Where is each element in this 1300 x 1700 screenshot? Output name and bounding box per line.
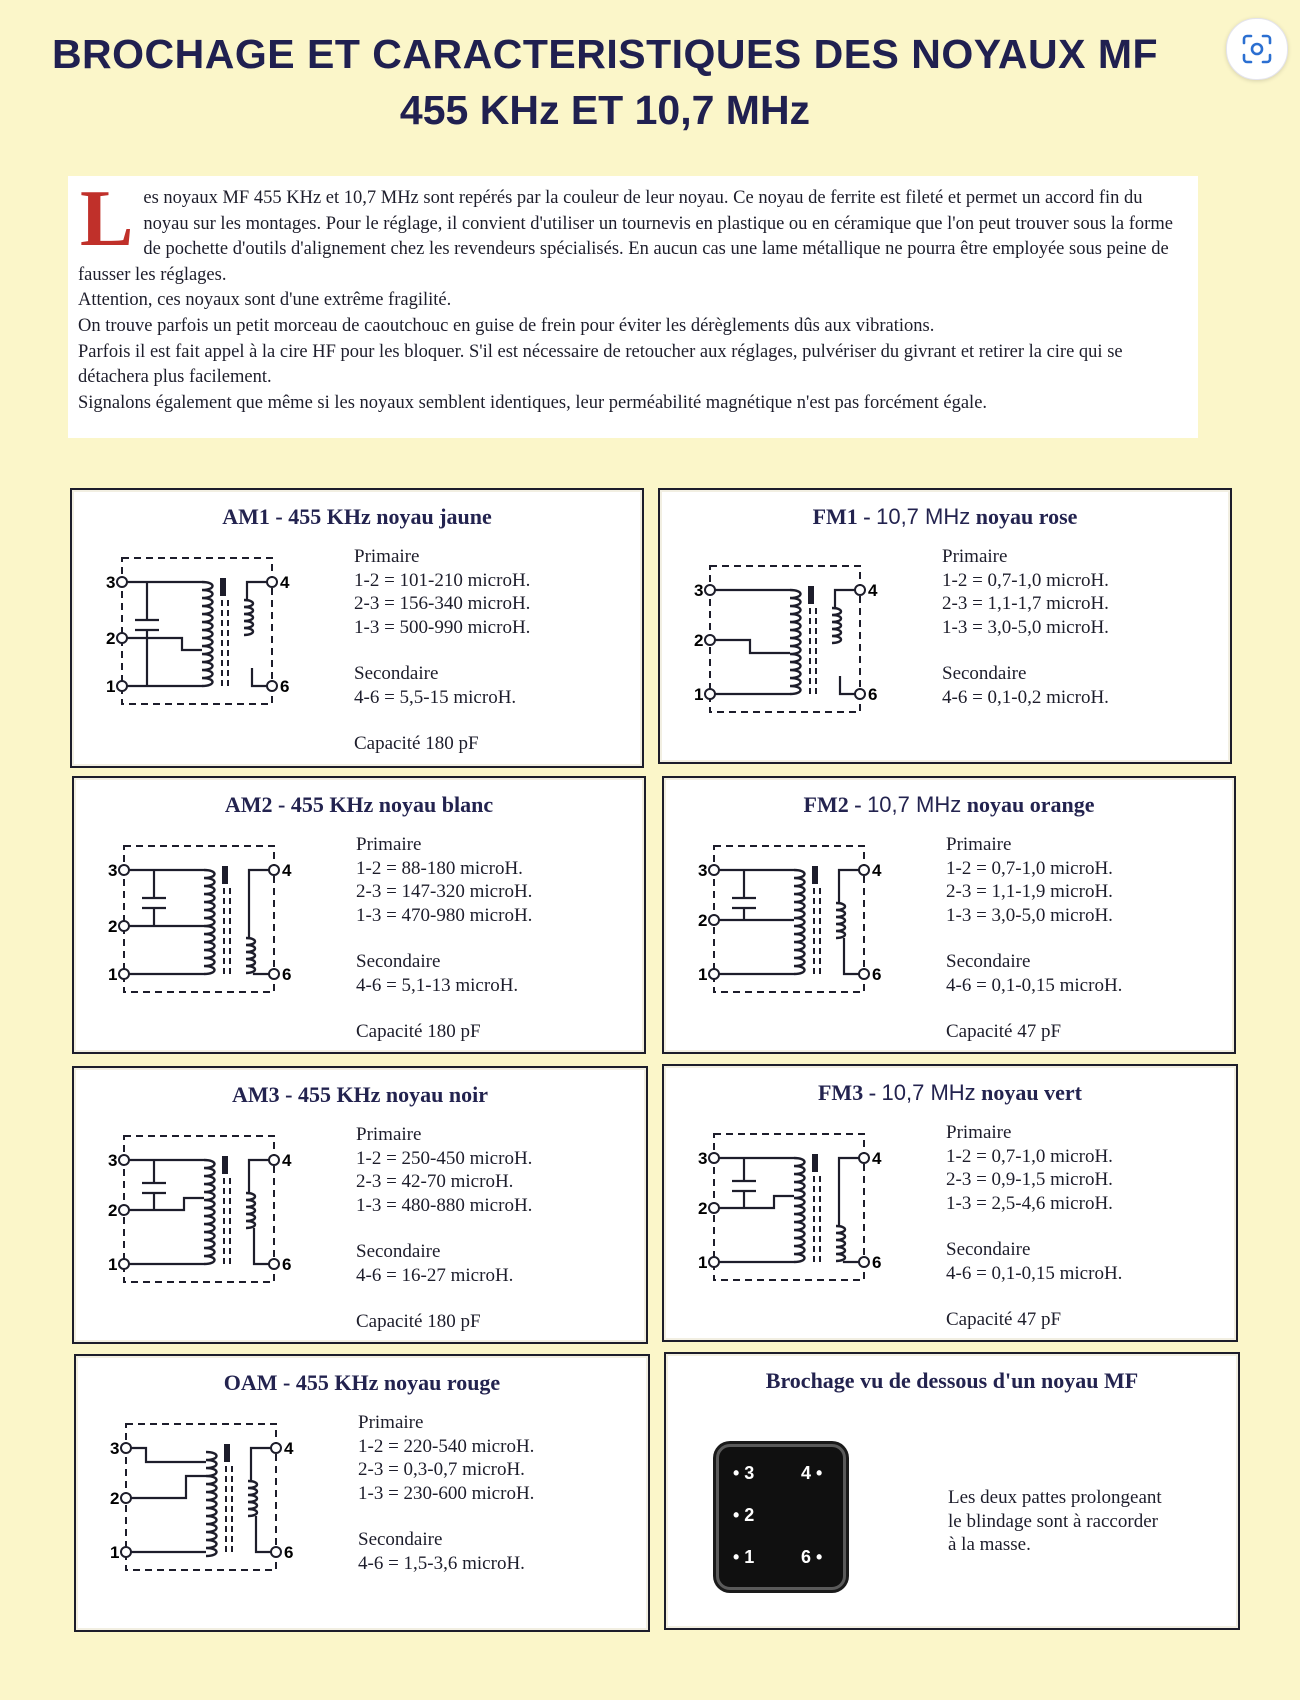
core-bottom-view — [716, 1444, 846, 1590]
spec-4-6: 4-6 = 16-27 microH. — [356, 1264, 514, 1286]
pin-label: 4 — [872, 861, 882, 880]
card-title: OAM - 455 KHz noyau rouge — [223, 1370, 501, 1395]
spec-2-3: 2-3 = 0,3-0,7 microH. — [358, 1459, 525, 1480]
pin-label: 6 — [872, 1253, 882, 1272]
spec-4-6: 4-6 = 5,5-15 microH. — [354, 686, 517, 708]
title-code: FM2 - — [803, 792, 868, 817]
spec-4-6: 4-6 = 0,1-0,15 microH. — [946, 974, 1123, 996]
title-core: noyau rose — [970, 504, 1078, 529]
pin-label: 2 — [108, 1201, 118, 1220]
pin-label: 1 — [108, 965, 118, 984]
specs — [942, 545, 1109, 709]
spec-1-2: 1-2 = 0,7-1,0 microH. — [946, 1145, 1113, 1167]
card-oam — [74, 1354, 650, 1632]
spec-1-2: 1-2 = 0,7-1,0 microH. — [942, 569, 1109, 591]
secondary-label: Secondaire — [356, 1241, 441, 1262]
transformer-diagram-am3 — [104, 1128, 304, 1298]
card-title: AM2 - 455 KHz noyau blanc — [224, 792, 494, 817]
secondary-label: Secondaire — [946, 1239, 1031, 1260]
title-code: FM1 - — [812, 504, 877, 529]
spec-4-6: 4-6 = 0,1-0,2 microH. — [942, 686, 1109, 708]
note-line: Les deux pattes prolongeant — [948, 1487, 1162, 1508]
pin-label: 2 — [108, 917, 118, 936]
note-line: le blindage sont à raccorder — [948, 1510, 1158, 1532]
specs — [354, 545, 530, 756]
title-freq: 10,7 MHz — [881, 1080, 976, 1105]
spec-1-2: 1-2 = 88-180 microH. — [356, 857, 523, 879]
card-title: AM3 - 455 KHz noyau noir — [231, 1082, 489, 1107]
spec-2-3: 2-3 = 1,1-1,7 microH. — [942, 593, 1109, 614]
secondary-label: Secondaire — [946, 951, 1031, 972]
card-title — [664, 792, 1234, 818]
card-am3 — [72, 1066, 648, 1344]
pin-label: 2 — [698, 1199, 708, 1218]
spec-1-3: 1-3 = 3,0-5,0 microH. — [946, 904, 1113, 926]
pin-label: 4 — [872, 1149, 882, 1168]
primary-label: Primaire — [946, 834, 1012, 855]
spec-4-6: 4-6 = 1,5-3,6 microH. — [358, 1552, 525, 1574]
spec-1-3: 1-3 = 480-880 microH. — [356, 1194, 533, 1216]
pin-label: 3 — [106, 573, 116, 592]
primary-label: Primaire — [354, 546, 420, 567]
intro-text — [68, 176, 1198, 438]
capacitance: Capacité 180 pF — [356, 1021, 481, 1042]
spec-2-3: 2-3 = 156-340 microH. — [354, 593, 531, 614]
title-core: noyau orange — [961, 792, 1095, 817]
pin-label: 2 — [698, 911, 708, 930]
visual-search-button[interactable] — [1226, 18, 1288, 80]
pin-label: 1 — [106, 677, 116, 696]
transformer-diagram-am1 — [102, 550, 302, 720]
pin-label: 3 — [108, 861, 118, 880]
spec-4-6: 4-6 = 0,1-0,15 microH. — [946, 1262, 1123, 1284]
card-title: AM1 - 455 KHz noyau jaune — [222, 504, 492, 529]
card-title: Brochage vu de dessous d'un noyau MF — [765, 1368, 1139, 1393]
title-line-2: 455 KHz ET 10,7 MHz — [399, 87, 811, 133]
transformer-diagram-oam — [106, 1416, 306, 1586]
spec-1-2: 1-2 = 220-540 microH. — [358, 1435, 535, 1457]
primary-label: Primaire — [356, 834, 422, 855]
page-title — [40, 28, 1170, 136]
dropcap: L — [80, 175, 134, 263]
pin-label: 3 — [694, 581, 704, 600]
primary-label: Primaire — [356, 1124, 422, 1145]
pin-label: 6 — [872, 965, 882, 984]
title-freq: 10,7 MHz — [876, 504, 971, 529]
capacitance: Capacité 47 pF — [946, 1021, 1062, 1042]
card-am2 — [72, 776, 646, 1054]
title-line-1: BROCHAGE ET CARACTERISTIQUES DES NOYAUX MF — [51, 31, 1159, 77]
pin-label: 6 — [282, 965, 292, 984]
transformer-diagram-am2 — [104, 838, 304, 1008]
spec-1-3: 1-3 = 470-980 microH. — [356, 904, 533, 926]
intro-paragraph: es noyaux MF 455 KHz et 10,7 MHz sont repérés par la couleur de leur noyau. Ce noyau de ferrite est fileté et permet un accord fin du noyau sur les montages. Pour le réglage, il convient d'utiliser un tournevis en plastique ou en céramique que l'on peut trouver sous la forme de pochette d'outils d'alignement chez les revendeurs spécialisés. En aucun cas une lame métallique ne pourra être employée sous peine de fausser les réglages. — [78, 188, 1173, 285]
card-fm2 — [662, 776, 1236, 1054]
card-title — [660, 504, 1230, 530]
specs — [356, 1123, 532, 1334]
pin-3: • 3 — [733, 1463, 755, 1483]
title-code: FM3 - — [817, 1080, 882, 1105]
capacitance: Capacité 180 pF — [356, 1311, 481, 1332]
spec-1-2: 1-2 = 101-210 microH. — [354, 569, 531, 591]
pinout-note — [948, 1486, 1162, 1557]
pin-label: 6 — [284, 1543, 294, 1562]
pin-label: 3 — [110, 1439, 120, 1458]
spec-1-3: 1-3 = 3,0-5,0 microH. — [942, 616, 1109, 638]
pin-label: 4 — [868, 581, 878, 600]
intro-paragraph: Parfois il est fait appel à la cire HF pour les bloquer. S'il est nécessaire de retoucher aux réglages, pulvériser du givrant et retirer la cire qui se détachera plus facilement. — [78, 341, 1123, 388]
secondary-label: Secondaire — [356, 951, 441, 972]
spec-1-3: 1-3 = 230-600 microH. — [358, 1482, 535, 1504]
pin-label: 6 — [868, 685, 878, 704]
transformer-diagram-fm2 — [694, 838, 894, 1008]
pin-label: 1 — [698, 1253, 708, 1272]
spec-4-6: 4-6 = 5,1-13 microH. — [356, 974, 519, 996]
pin-label: 2 — [110, 1489, 120, 1508]
secondary-label: Secondaire — [942, 663, 1027, 684]
card-title — [664, 1080, 1236, 1106]
intro-paragraph: On trouve parfois un petit morceau de caoutchouc en guise de frein pour éviter les dérèglements dûs aux vibrations. — [78, 315, 935, 336]
pin-label: 3 — [108, 1151, 118, 1170]
pin-label: 3 — [698, 861, 708, 880]
spec-1-3: 1-3 = 500-990 microH. — [354, 616, 531, 638]
spec-2-3: 2-3 = 0,9-1,5 microH. — [946, 1169, 1113, 1190]
title-freq: 10,7 MHz — [867, 792, 962, 817]
pin-6: 6 • — [801, 1547, 823, 1567]
spec-2-3: 2-3 = 1,1-1,9 microH. — [946, 881, 1113, 902]
spec-1-2: 1-2 = 0,7-1,0 microH. — [946, 857, 1113, 879]
pin-label: 4 — [282, 1151, 292, 1170]
intro-paragraph: Attention, ces noyaux sont d'une extrême fragilité. — [78, 290, 452, 311]
pin-label: 2 — [106, 629, 116, 648]
intro-paragraph: Signalons également que même si les noyaux semblent identiques, leur perméabilité magnétique n'est pas forcément égale. — [78, 392, 988, 413]
primary-label: Primaire — [946, 1122, 1012, 1143]
spec-1-2: 1-2 = 250-450 microH. — [356, 1147, 533, 1169]
pin-label: 2 — [694, 631, 704, 650]
note-line: à la masse. — [948, 1534, 1031, 1555]
pin-label: 4 — [284, 1439, 294, 1458]
specs — [946, 1121, 1122, 1332]
spec-1-3: 1-3 = 2,5-4,6 microH. — [946, 1192, 1113, 1214]
card-fm3 — [662, 1064, 1238, 1342]
pin-4: 4 • — [801, 1463, 823, 1483]
specs — [356, 833, 532, 1044]
transformer-diagram-fm1 — [690, 558, 890, 728]
card-am1 — [70, 488, 644, 768]
spec-2-3: 2-3 = 147-320 microH. — [356, 881, 533, 902]
pin-1: • 1 — [733, 1547, 755, 1567]
pin-label: 4 — [282, 861, 292, 880]
visual-search-icon — [1240, 32, 1274, 66]
pin-label: 1 — [108, 1255, 118, 1274]
pin-label: 6 — [280, 677, 290, 696]
pin-2: • 2 — [733, 1505, 755, 1525]
primary-label: Primaire — [358, 1412, 424, 1433]
primary-label: Primaire — [942, 546, 1008, 567]
spec-2-3: 2-3 = 42-70 microH. — [356, 1171, 514, 1192]
card-fm1 — [658, 488, 1232, 764]
card-pinout — [664, 1352, 1240, 1630]
pin-label: 6 — [282, 1255, 292, 1274]
title-core: noyau vert — [975, 1080, 1082, 1105]
pin-label: 1 — [110, 1543, 120, 1562]
pin-label: 4 — [280, 573, 290, 592]
pin-label: 1 — [694, 685, 704, 704]
secondary-label: Secondaire — [358, 1529, 443, 1550]
capacitance: Capacité 47 pF — [946, 1309, 1062, 1330]
pin-label: 3 — [698, 1149, 708, 1168]
pin-label: 1 — [698, 965, 708, 984]
transformer-diagram-fm3 — [694, 1126, 894, 1296]
capacitance: Capacité 180 pF — [354, 733, 479, 754]
specs — [358, 1411, 534, 1575]
specs — [946, 833, 1122, 1044]
secondary-label: Secondaire — [354, 663, 439, 684]
